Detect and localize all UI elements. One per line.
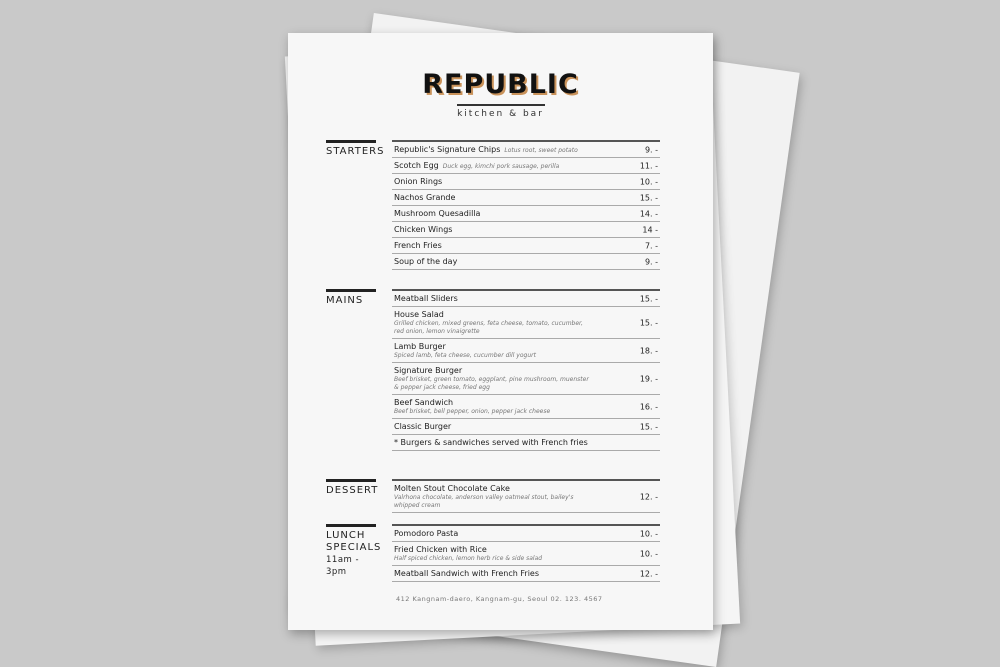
item-list	[392, 479, 660, 513]
menu-item	[392, 363, 660, 395]
section-title: MAINS	[326, 295, 364, 306]
item-name: Beef Sandwich	[394, 398, 454, 407]
menu-item	[392, 395, 660, 419]
item-price: 12. -	[639, 569, 658, 578]
item-name: Chicken Wings	[394, 225, 453, 234]
item-name: Republic's Signature Chips	[394, 145, 501, 154]
item-price: 15. -	[639, 193, 658, 202]
item-price: 15. -	[639, 422, 658, 431]
item-description: Lotus root, sweet potato	[504, 147, 578, 154]
item-name: Molten Stout Chocolate Cake	[394, 484, 510, 493]
menu-item	[392, 174, 660, 190]
item-description: Beef brisket, bell pepper, onion, pepper jack cheese	[394, 408, 551, 415]
item-name: House Salad	[394, 310, 444, 319]
item-list	[392, 289, 660, 451]
menu-item	[392, 142, 660, 158]
item-price: 14 -	[642, 225, 658, 234]
item-price: 7. -	[644, 241, 658, 250]
section-hours: 11am - 3pm	[326, 555, 360, 577]
menu-item	[392, 566, 660, 582]
item-price: 12. -	[639, 492, 658, 501]
item-name: Classic Burger	[394, 422, 452, 431]
menu-item	[392, 206, 660, 222]
item-price: 14. -	[639, 209, 658, 218]
item-name: Soup of the day	[394, 257, 458, 266]
menu-item	[392, 291, 660, 307]
item-price: 10. -	[639, 177, 658, 186]
item-name: Nachos Grande	[394, 193, 456, 202]
menu-item	[392, 339, 660, 363]
menu-item	[392, 526, 660, 542]
item-description: Half spiced chicken, lemon herb rice & side salad	[394, 555, 543, 562]
item-name: Pomodoro Pasta	[394, 529, 459, 538]
item-name: Fried Chicken with Rice	[394, 545, 487, 554]
item-description: Beef brisket, green tomato, eggplant, pine mushroom, muenster & pepper jack cheese, fried egg	[394, 376, 589, 391]
item-description: Valrhona chocolate, anderson valley oatmeal stout, bailey's whipped cream	[394, 494, 574, 509]
item-price: 15. -	[639, 318, 658, 327]
section-label	[326, 479, 379, 497]
item-name: French Fries	[394, 241, 442, 250]
item-description: Spiced lamb, feta cheese, cucumber dill yogurt	[394, 352, 536, 359]
section-note: * Burgers & sandwiches served with French fries	[392, 435, 660, 451]
logo-divider	[457, 104, 545, 106]
item-price: 10. -	[639, 549, 658, 558]
menu-item	[392, 190, 660, 206]
section-label	[326, 289, 376, 307]
brand-name: REPUBLIC	[422, 69, 579, 100]
item-description: Grilled chicken, mixed greens, feta cheese, tomato, cucumber, red onion, lemon vinaigrette	[394, 320, 583, 335]
brand-subtitle: kitchen & bar	[457, 109, 544, 119]
menu-page	[288, 33, 713, 630]
menu-item	[392, 542, 660, 566]
item-price: 18. -	[639, 346, 658, 355]
logo	[288, 69, 713, 119]
item-name: Mushroom Quesadilla	[394, 209, 481, 218]
section-label	[326, 140, 385, 158]
item-name: Signature Burger	[394, 366, 463, 375]
menu-item	[392, 481, 660, 513]
item-price: 9. -	[644, 145, 658, 154]
item-name: Lamb Burger	[394, 342, 446, 351]
item-price: 19. -	[639, 374, 658, 383]
section-label	[326, 524, 382, 578]
menu-item	[392, 307, 660, 339]
section-title: DESSERT	[326, 485, 379, 496]
footer-address: 412 Kangnam-daero, Kangnam-gu, Seoul 02. 123. 4567	[396, 595, 603, 603]
menu-item	[392, 158, 660, 174]
item-list	[392, 140, 660, 270]
item-name: Meatball Sliders	[394, 294, 458, 303]
menu-item	[392, 254, 660, 270]
item-name: Meatball Sandwich with French Fries	[394, 569, 540, 578]
item-name: Scotch Egg	[394, 161, 439, 170]
item-list	[392, 524, 660, 582]
item-price: 16. -	[639, 402, 658, 411]
menu-item	[392, 222, 660, 238]
item-name: Onion Rings	[394, 177, 443, 186]
item-price: 9. -	[644, 257, 658, 266]
section-title: LUNCH SPECIALS	[326, 530, 382, 553]
item-price: 10. -	[639, 529, 658, 538]
item-price: 15. -	[639, 294, 658, 303]
item-price: 11. -	[639, 161, 658, 170]
menu-item	[392, 238, 660, 254]
menu-item	[392, 419, 660, 435]
section-title: STARTERS	[326, 146, 385, 157]
item-description: Duck egg, kimchi pork sausage, perilla	[442, 163, 560, 170]
